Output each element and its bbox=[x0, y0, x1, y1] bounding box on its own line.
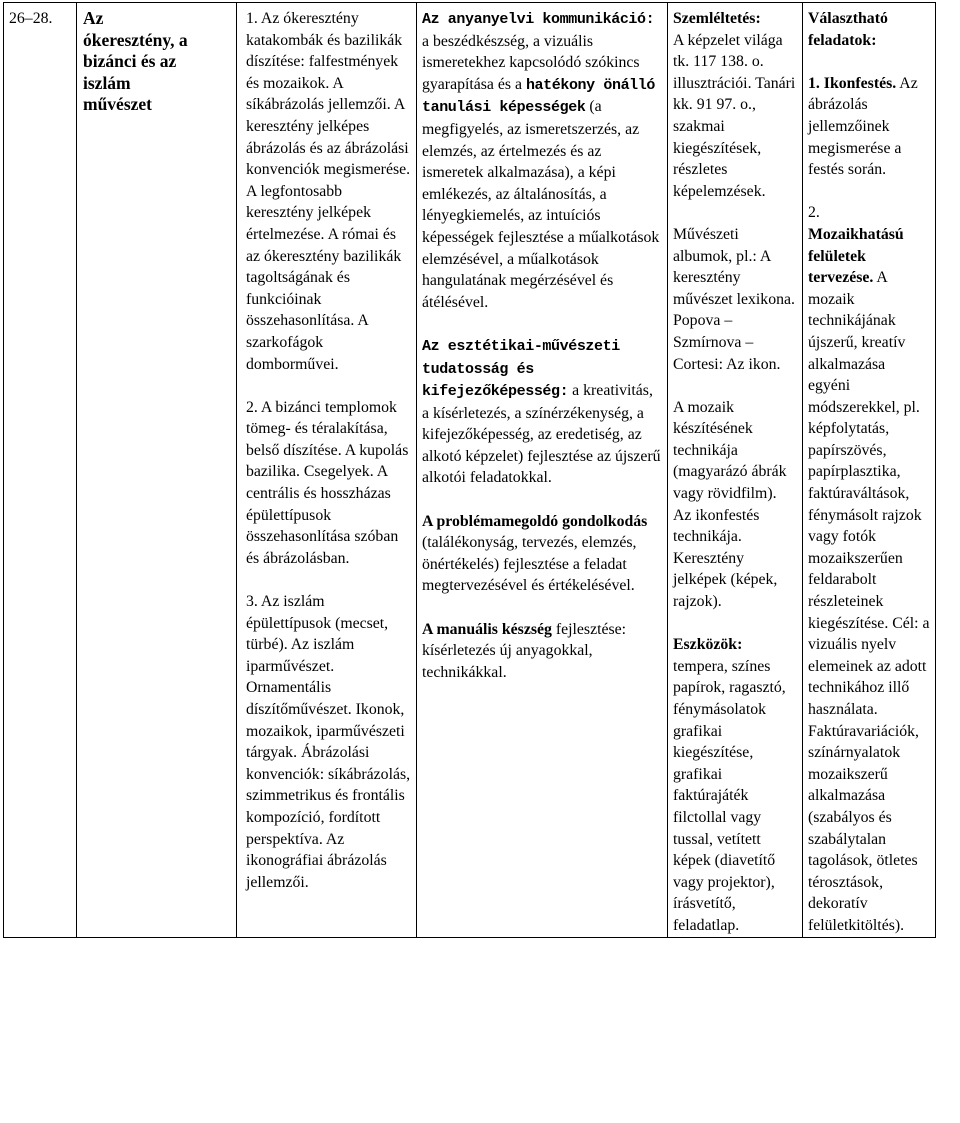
topic-cell bbox=[77, 3, 237, 938]
topic-title-line: Az bbox=[83, 8, 104, 28]
topic-title bbox=[83, 8, 231, 116]
development-text: a kreativitás, a kísérletezés, a színérzékenység, a kifejezőképesség, az eredetiség, az alkotó képzelet) fejlesztése az újszerű alkotói feladatokkal. bbox=[422, 382, 661, 487]
development-text: a beszédkészség, a vizuális ismeretekhez kapcsolódó szókincs gyarapítása és a bbox=[422, 32, 640, 93]
tools-cell bbox=[668, 3, 803, 938]
task-title: Mozaikhatású felületek tervezése. bbox=[808, 225, 904, 287]
task-text: Az ábrázolás jellemzőinek megismerése a festés során. bbox=[808, 74, 918, 179]
topic-title-line: iszlám bbox=[83, 72, 131, 93]
task-item bbox=[808, 73, 930, 181]
development-heading: Az anyanyelvi kommunikáció: bbox=[422, 11, 655, 28]
development-text: fejlesztése: kísérletezés új anyagokkal, technikákkal. bbox=[422, 620, 627, 681]
task-item bbox=[808, 224, 930, 937]
lesson-number-cell bbox=[4, 3, 77, 938]
tasks-heading bbox=[808, 8, 930, 51]
lesson-number: 26–28. bbox=[9, 10, 53, 27]
development-heading: A problémamegoldó gondolkodás bbox=[422, 512, 648, 530]
development-heading: hatékony önálló tanulási képességek bbox=[422, 76, 655, 117]
development-text: (a megfigyelés, az ismeretszerzés, az elemzés, az értelmezés és az ismeretek alkalmazása), a képi emlékezés, az általánosítás, a lényegkiemelés, az intuíciós képességek fejlesztése a műalkotások elemzésével, a műalkotások hangulatának megérzésével és átélésével. bbox=[422, 98, 660, 311]
table-row bbox=[4, 3, 936, 938]
topic-title-line: művészet bbox=[83, 94, 153, 115]
tools-heading: Eszközök: bbox=[673, 636, 743, 654]
tools-paragraph: A mozaik készítésének technikája (magyarázó ábrák vagy rövidfilm). Az ikonfestés technikája. Keresztény jelképek (képek, rajzok). bbox=[673, 398, 787, 611]
content-paragraph: 3. Az iszlám épülettípusok (mecset, türbé). Az iszlám iparművészet. Ornamentális díszítőművészet. Ikonok, mozaikok, iparművészeti tárgyak. Ábrázolási konvenciók: síkábrázolás, szimmetrikus és frontális kompozíció, fordított perspektíva. Az ikonográfiai ábrázolás jellemzői. bbox=[246, 593, 411, 891]
content-cell bbox=[237, 3, 417, 938]
content-paragraph: 2. A bizánci templomok tömeg- és téralakítása, belső díszítése. A kupolás bazilika. Csegelyek. A centrális és hosszházas épülettípusok összehasonlítása szóban és ábrázolásban. bbox=[246, 398, 409, 567]
topic-title-line: bizánci és az bbox=[83, 51, 177, 72]
development-cell bbox=[417, 3, 668, 938]
development-paragraph bbox=[422, 511, 662, 597]
tools-paragraph bbox=[673, 634, 797, 936]
tasks-cell bbox=[803, 3, 936, 938]
tools-paragraph: A képzelet világa tk. 117 138. o. illusztrációi. Tanári kk. 91 97. o., szakmai kiegészítések, részletes képelemzések. bbox=[673, 31, 796, 200]
curriculum-table bbox=[3, 2, 936, 938]
illustration-heading: Szemléltetés: bbox=[673, 10, 761, 27]
content-paragraph: 1. Az ókeresztény katakombák és bazilikák díszítése: falfestmények és mozaikok. A síkábrázolás jellemzői. A keresztény jelképes ábrázolás és az ábrázolási konvenciók megismerése. A legfontosabb keresztény jelképek értelmezése. A római és az ókeresztény bazilikák tagoltságának és funkcióinak összehasonlítása. A szarkofágok domborművei. bbox=[246, 10, 411, 373]
task-number: 2. bbox=[808, 204, 820, 222]
development-paragraph bbox=[422, 335, 662, 489]
topic-title-line: ókeresztény, a bbox=[83, 29, 188, 50]
development-paragraph bbox=[422, 619, 662, 684]
development-text: (találékonyság, tervezés, elemzés, önértékelés) fejlesztése a feladat megtervezésével és értékelésével. bbox=[422, 534, 637, 595]
development-heading: A manuális készség bbox=[422, 620, 552, 638]
tasks-heading-text: Választható feladatok: bbox=[808, 10, 888, 49]
development-heading: Az esztétikai-művészeti tudatosság és kifejezőképesség: bbox=[422, 337, 620, 401]
development-paragraph bbox=[422, 8, 662, 313]
task-text: A mozaik technikájának újszerű, kreatív alkalmazása egyéni módszerekkel, pl. képfolytatás, papírszövés, papírplasztika, faktúraváltások, fénymásolt rajzok vagy fotók mozaikszerűen feldarabolt részleteinek kiegészítése. Cél: a vizuális nyelv elemeinek az adott technikához illő használata. Faktúravariációk, színárnyalatok mozaikszerű alkalmazása (szabályos és szabálytalan tagolások, ötletes térosztások, dekoratív felületkitöltés). bbox=[808, 269, 930, 934]
task-title: 1. Ikonfestés. bbox=[808, 74, 897, 92]
tools-text: tempera, színes papírok, ragasztó, fénymásolatok grafikai kiegészítése, grafikai faktúrajáték filctollal vagy tussal, vetített képek (diavetítő vagy projektor), írásvetítő, feladatlap. bbox=[673, 657, 786, 934]
tools-paragraph: Művészeti albumok, pl.: A keresztény művészet lexikona. Popova – Szmírnova – Cortesi: Az ikon. bbox=[673, 225, 795, 373]
